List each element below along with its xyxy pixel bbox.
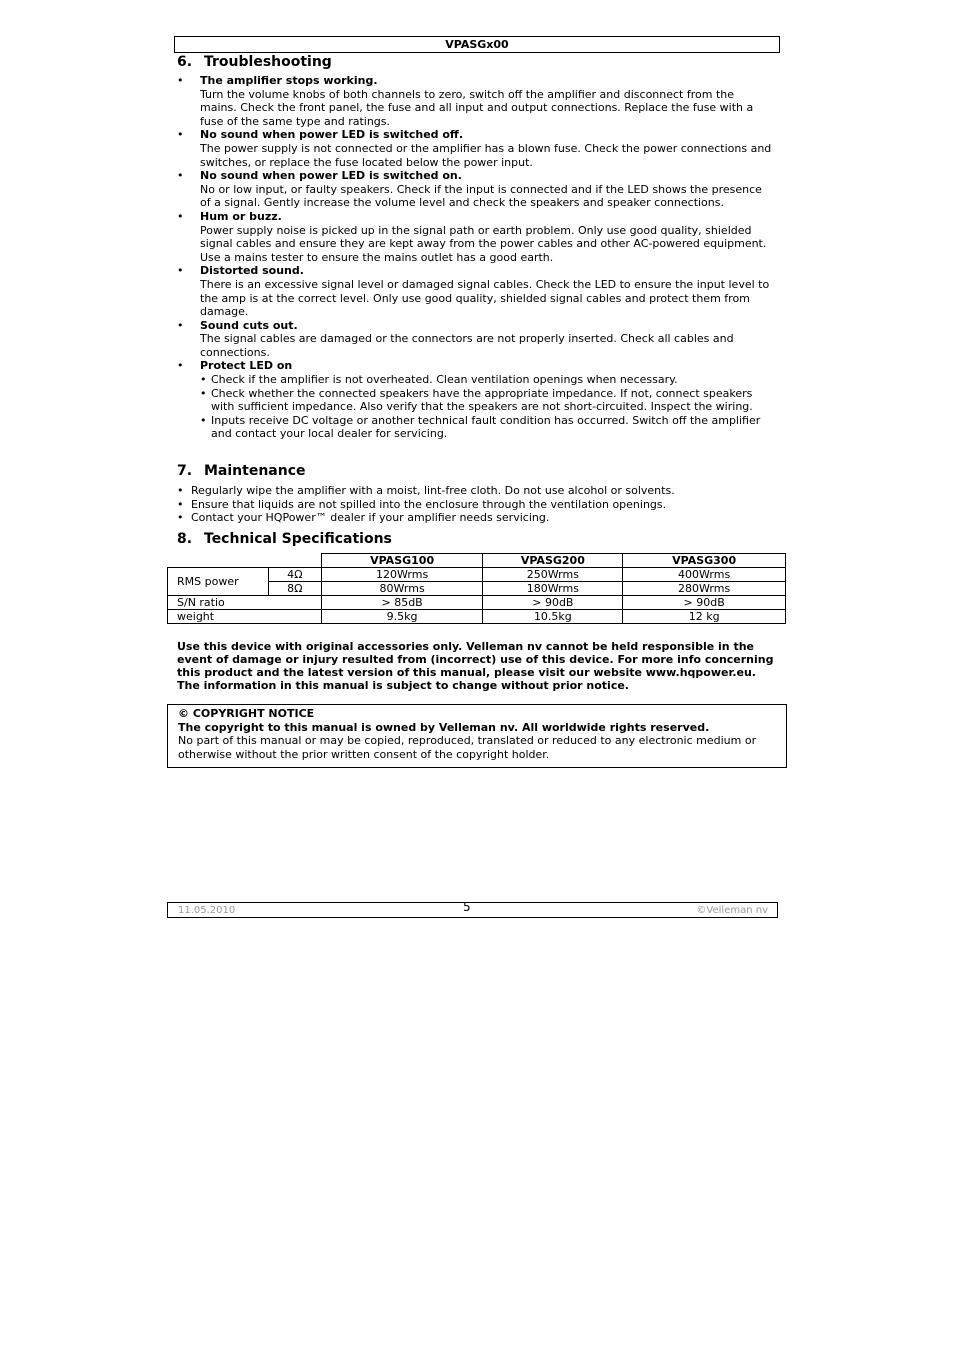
- problem-title: • Distorted sound.: [200, 264, 304, 278]
- list-item: [177, 210, 773, 264]
- list-item: [177, 319, 773, 360]
- footer-date: 11.05.2010: [178, 905, 236, 916]
- table-cell: 180Wrms: [483, 582, 623, 596]
- table-cell: 280Wrms: [623, 582, 786, 596]
- column-header: VPASG300: [623, 554, 786, 568]
- section-title: Troubleshooting: [204, 54, 332, 70]
- list-item: • Ensure that liquids are not spilled into the enclosure through the ventilation openings.: [177, 498, 773, 512]
- table-cell: 400Wrms: [623, 568, 786, 582]
- section-title: Technical Specifications: [204, 531, 392, 547]
- column-header: VPASG200: [483, 554, 623, 568]
- page-number: 5: [463, 900, 471, 914]
- impedance-cell: 8Ω: [268, 582, 321, 596]
- problem-title: • No sound when power LED is switched on.: [200, 169, 462, 183]
- copyright-owner: The copyright to this manual is owned by Velleman nv. All worldwide rights reserved.: [178, 720, 710, 734]
- table-corner: [168, 554, 322, 568]
- table-row: [168, 610, 786, 624]
- problem-solution: No or low input, or faulty speakers. Check if the input is connected and if the LED shows the presence of a signal. Gently increase the volume level and check the speakers and speaker connections.: [200, 182, 762, 210]
- troubleshooting-heading: [177, 54, 332, 70]
- protect-led-sublist: [200, 373, 773, 441]
- table-cell: 9.5kg: [321, 610, 483, 624]
- copyright-heading: © COPYRIGHT NOTICE: [178, 707, 315, 720]
- sublist-item: • Check if the amplifier is not overheated. Clean ventilation openings when necessary.: [200, 373, 773, 387]
- specs-heading: [177, 531, 392, 547]
- table-cell: 10.5kg: [483, 610, 623, 624]
- table-cell: 120Wrms: [321, 568, 483, 582]
- maintenance-list: [177, 484, 773, 525]
- problem-title: • No sound when power LED is switched off.: [200, 128, 464, 142]
- list-item: • Regularly wipe the amplifier with a moist, lint-free cloth. Do not use alcohol or solvents.: [177, 484, 773, 498]
- table-cell: > 90dB: [483, 596, 623, 610]
- sublist-item: • Inputs receive DC voltage or another technical fault condition has occurred. Switch off the amplifier and contact your local dealer for servicing.: [200, 414, 773, 441]
- problem-solution: The signal cables are damaged or the connectors are not properly inserted. Check all cables and connections.: [200, 332, 734, 359]
- copyright-box: [167, 704, 787, 768]
- sublist-item: • Check whether the connected speakers have the appropriate impedance. If not, connect speakers with sufficient impedance. Also verify that the speakers are not short-circuited. Inspect the wiring.: [200, 387, 773, 414]
- list-item: [177, 264, 773, 318]
- page-header: VPASGx00: [174, 36, 780, 53]
- table-cell: > 85dB: [321, 596, 483, 610]
- problem-solution: Turn the volume knobs of both channels to zero, switch off the amplifier and disconnect from the mains. Check the front panel, the fuse and all input and output connections. Replace the fuse with a fuse of the same type and ratings.: [200, 87, 754, 128]
- problem-solution: The power supply is not connected or the amplifier has a blown fuse. Check the power connections and switches, or replace the fuse located below the power input.: [200, 141, 772, 169]
- problem-solution: There is an excessive signal level or damaged signal cables. Check the LED to ensure the input level to the amp is at the correct level. Only use good quality, shielded signal cables and protect them from damage.: [200, 277, 770, 319]
- footer-brand: ©Velleman nv: [696, 905, 768, 916]
- section-number: 7.: [177, 463, 193, 479]
- table-cell: 80Wrms: [321, 582, 483, 596]
- column-header: VPASG100: [321, 554, 483, 568]
- list-item: [177, 169, 773, 210]
- spec-table: [167, 553, 786, 624]
- section-number: 6.: [177, 54, 193, 70]
- section-title: Maintenance: [204, 463, 306, 479]
- usage-notice: Use this device with original accessories only. Velleman nv cannot be held responsible in the event of damage or injury resulted from (incorrect) use of this device. For more info concerning this product and the latest version of this manual, please visit our website www.hqpower.eu. The information in this manual is subject to change without prior notice.: [177, 640, 774, 692]
- list-item: [177, 74, 773, 128]
- page-footer: [167, 902, 778, 918]
- table-row: [168, 554, 786, 568]
- table-row: [168, 596, 786, 610]
- problem-title: • Protect LED on: [200, 359, 293, 373]
- problem-title: • Sound cuts out.: [200, 318, 298, 332]
- table-row: [168, 568, 786, 582]
- table-cell: > 90dB: [623, 596, 786, 610]
- copyright-text: No part of this manual or may be copied, reproduced, translated or reduced to any electronic medium or otherwise without the prior written consent of the copyright holder.: [178, 734, 757, 761]
- table-cell: 12 kg: [623, 610, 786, 624]
- problem-title: • The amplifier stops working.: [200, 74, 378, 87]
- troubleshooting-list: [177, 74, 773, 441]
- section-number: 8.: [177, 531, 193, 547]
- row-label: RMS power: [168, 568, 269, 596]
- problem-title: • Hum or buzz.: [200, 209, 282, 223]
- list-item: [177, 359, 773, 441]
- problem-solution: Power supply noise is picked up in the signal path or earth problem. Only use good quality, shielded signal cables and ensure they are kept away from the power cables and other AC-powered equipment. Use a mains tester to ensure the mains outlet has a good earth.: [200, 223, 767, 264]
- list-item: [177, 128, 773, 169]
- impedance-cell: 4Ω: [268, 568, 321, 582]
- row-label: weight: [168, 610, 322, 624]
- list-item: • Contact your HQPower™ dealer if your amplifier needs servicing.: [177, 511, 773, 525]
- maintenance-heading: [177, 463, 306, 479]
- table-cell: 250Wrms: [483, 568, 623, 582]
- row-label: S/N ratio: [168, 596, 322, 610]
